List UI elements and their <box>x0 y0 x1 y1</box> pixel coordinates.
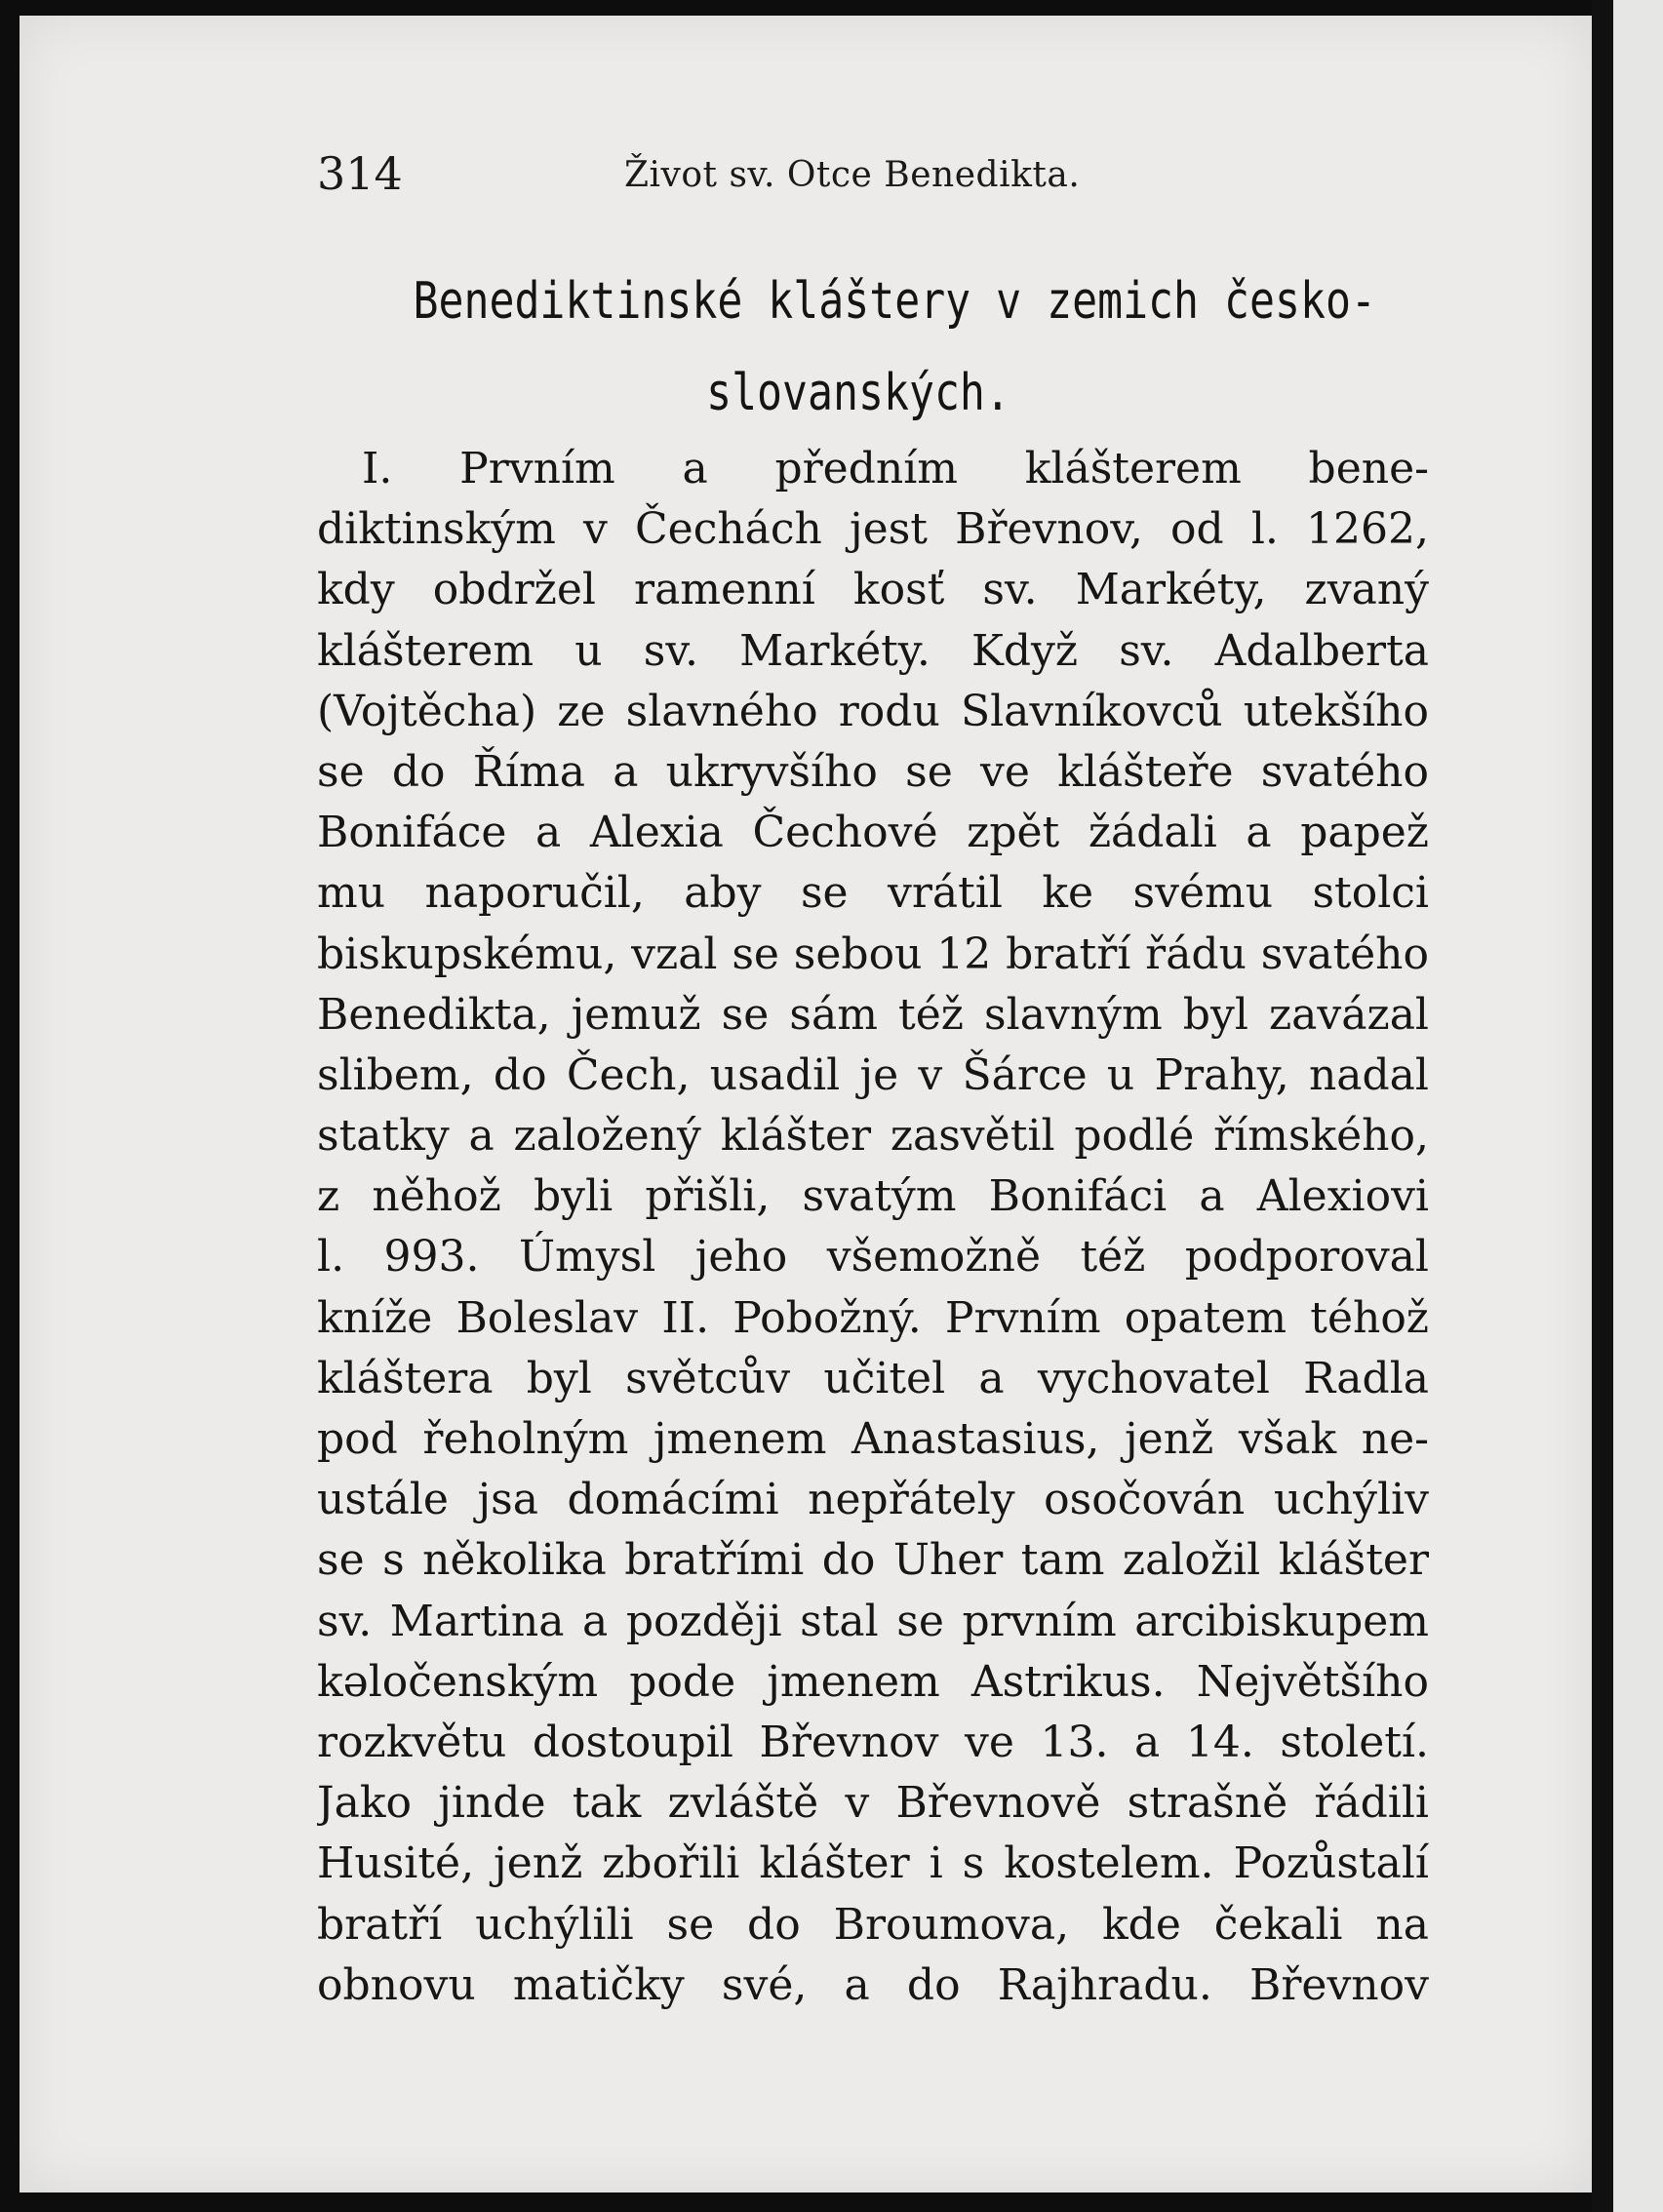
text-line: Bonifáce a Alexia Čechové zpět žádali a papež <box>317 808 1429 858</box>
text-line: obnovu matičky své, a do Rajhradu. Břevnov <box>317 1959 1429 2010</box>
text-line: se s několika bratřími do Uher tam založil klášter <box>317 1535 1429 1586</box>
text-line: z něhož byli přišli, svatým Bonifáci a Alexiovi <box>317 1171 1429 1222</box>
text-line: sv. Martina a později stal se prvním arcibiskupem <box>317 1596 1429 1646</box>
section-heading <box>413 256 1376 439</box>
text-line: Jako jinde tak zvláště v Břevnově strašně řádili <box>317 1778 1429 1829</box>
text-line: rozkvětu dostoupil Břevnov ve 13. a 14. století. <box>317 1717 1429 1767</box>
text-line: klášterem u sv. Markéty. Když sv. Adalberta <box>317 625 1429 676</box>
page-gutter <box>1592 0 1613 2212</box>
text-line: slibem, do Čech, usadil je v Šárce u Prahy, nadal <box>317 1049 1429 1100</box>
section-heading-line-2: slovanských. <box>706 364 1010 422</box>
text-line: diktinským v Čechách jest Břevnov, od l. 1262, <box>317 504 1429 555</box>
text-line: statky a založený klášter zasvětil podlé římského, <box>317 1111 1429 1162</box>
text-line: (Vojtěcha) ze slavného rodu Slavníkovců utekšího <box>317 686 1429 736</box>
text-line: Husité, jenž zbořili klášter i s kostelem. Pozůstalí <box>317 1838 1429 1889</box>
text-line: mu naporučil, aby se vrátil ke svému stolci <box>317 868 1429 919</box>
text-line: se do Říma a ukryvšího se ve klášteře svatého <box>317 746 1429 797</box>
text-line: Benedikta, jemuž se sám též slavným byl zavázal <box>317 989 1429 1040</box>
section-heading-line-1: Benediktinské kláštery v zemich česko- <box>413 272 1376 331</box>
text-line: bratří uchýlili se do Broumova, kde čekali na <box>317 1899 1429 1950</box>
text-line: ustále jsa domácími nepřátely osočován uchýliv <box>317 1475 1429 1525</box>
page-header <box>317 144 1429 203</box>
text-line: biskupskému, vzal se sebou 12 bratří řádu svatého <box>317 928 1429 979</box>
text-line: pod řeholným jmenem Anastasius, jenž však ne- <box>317 1414 1429 1464</box>
body-text <box>317 439 1429 2016</box>
text-line: I. Prvním a předním klášterem bene- <box>362 444 1429 494</box>
adjacent-page-edge <box>1613 0 1663 2212</box>
text-line: l. 993. Úmysl jeho všemožně též podporoval <box>317 1232 1429 1283</box>
text-line: kəločenským pode jmenem Astrikus. Největšího <box>317 1656 1429 1707</box>
running-title: Život sv. Otce Benedikta. <box>624 155 1081 195</box>
text-line: kláštera byl světcův učitel a vychovatel Radla <box>317 1353 1429 1403</box>
text-line: kníže Boleslav II. Pobožný. Prvním opatem téhož <box>317 1292 1429 1343</box>
text-line: kdy obdržel ramenní kosť sv. Markéty, zvaný <box>317 565 1429 615</box>
page-number: 314 <box>317 147 403 200</box>
